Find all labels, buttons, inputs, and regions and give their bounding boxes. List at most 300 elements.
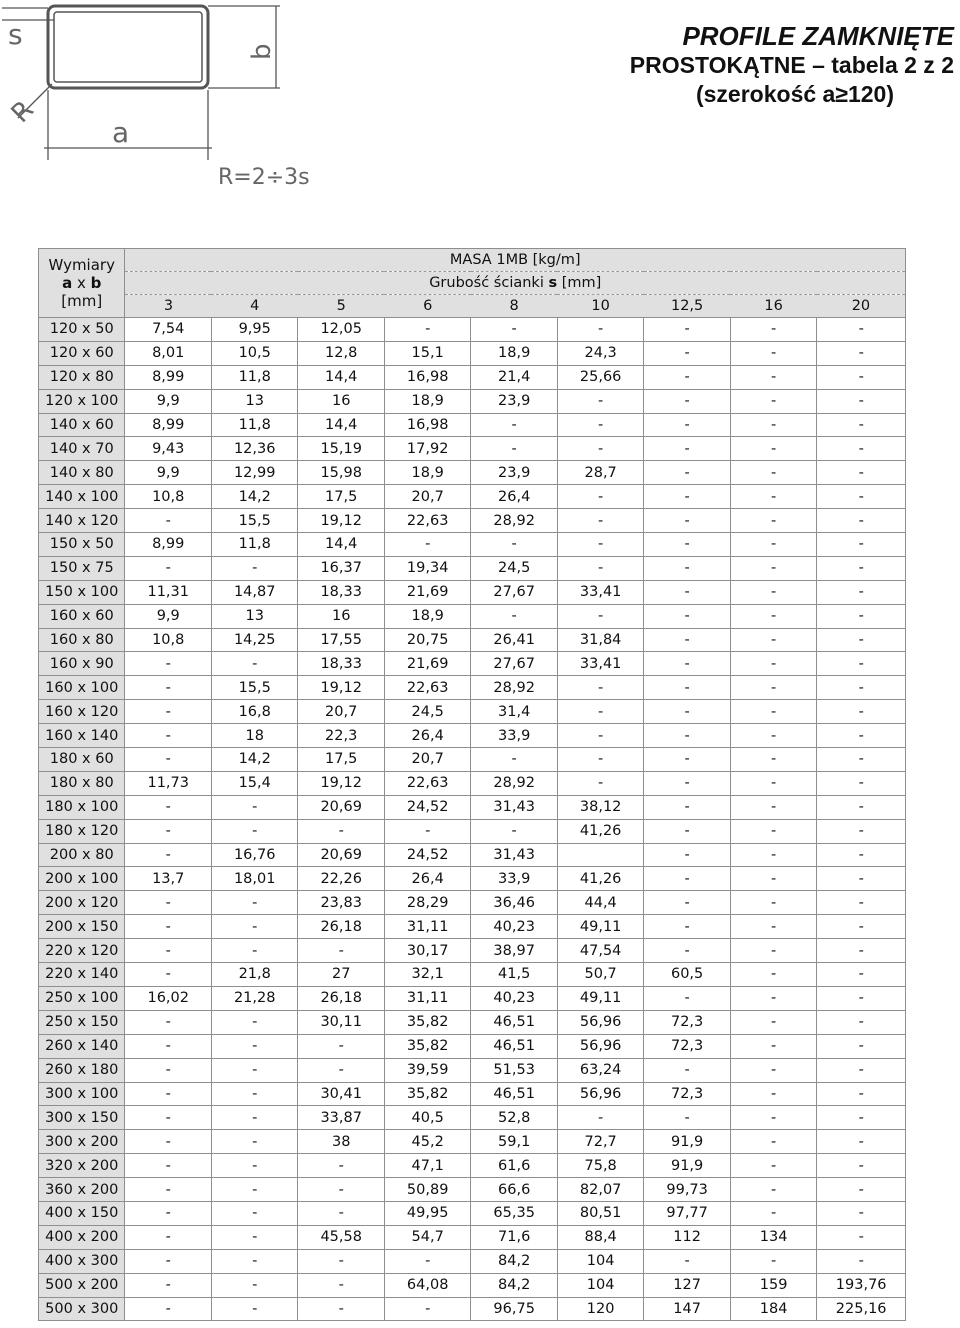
- mass-cell: 72,3: [644, 1034, 730, 1058]
- mass-cell: 82,07: [557, 1178, 643, 1202]
- table-row: [39, 771, 906, 795]
- mass-cell: 28,29: [384, 891, 470, 915]
- mass-cell: 26,4: [471, 485, 557, 509]
- mass-cell: 91,9: [644, 1130, 730, 1154]
- mass-cell: -: [471, 413, 557, 437]
- mass-cell: 134: [730, 1225, 816, 1249]
- mass-cell: 45,58: [298, 1225, 384, 1249]
- mass-cell: 18,9: [384, 604, 470, 628]
- table-row: [39, 1034, 906, 1058]
- mass-cell: -: [730, 795, 816, 819]
- mass-cell: 147: [644, 1297, 730, 1321]
- mass-cell: 27: [298, 963, 384, 987]
- mass-cell: 97,77: [644, 1201, 730, 1225]
- dimension-header: [39, 249, 125, 318]
- diagram-label-s: s: [8, 18, 23, 51]
- mass-cell: 18,33: [298, 652, 384, 676]
- mass-cell: 14,25: [211, 628, 297, 652]
- mass-cell: -: [298, 1058, 384, 1082]
- diagram-label-b: b: [247, 43, 277, 60]
- mass-cell: -: [557, 533, 643, 557]
- mass-cell: -: [557, 1106, 643, 1130]
- mass-cell: 28,92: [471, 509, 557, 533]
- mass-cell: -: [730, 1058, 816, 1082]
- dimension-cell: 120 x 60: [39, 341, 125, 365]
- mass-cell: 31,84: [557, 628, 643, 652]
- mass-cell: 26,18: [298, 915, 384, 939]
- mass-cell: 14,2: [211, 748, 297, 772]
- mass-cell: 7,54: [125, 318, 211, 342]
- mass-cell: -: [644, 580, 730, 604]
- mass-cell: 19,12: [298, 771, 384, 795]
- mass-cell: -: [730, 533, 816, 557]
- mass-cell: -: [557, 724, 643, 748]
- mass-cell: -: [817, 1130, 906, 1154]
- mass-cell: -: [730, 1249, 816, 1273]
- mass-cell: -: [125, 1130, 211, 1154]
- mass-cell: -: [730, 867, 816, 891]
- table-row: [39, 533, 906, 557]
- profile-cross-section-diagram: [0, 0, 320, 200]
- dimension-cell: 140 x 120: [39, 509, 125, 533]
- dimension-cell: 140 x 60: [39, 413, 125, 437]
- mass-cell: 80,51: [557, 1201, 643, 1225]
- dimension-header-line-3: [mm]: [61, 292, 103, 310]
- mass-cell: 51,53: [471, 1058, 557, 1082]
- mass-cell: -: [211, 556, 297, 580]
- mass-cell: 31,43: [471, 843, 557, 867]
- mass-cell: -: [817, 1154, 906, 1178]
- mass-cell: 16,8: [211, 700, 297, 724]
- table-row: [39, 1058, 906, 1082]
- mass-cell: 22,26: [298, 867, 384, 891]
- mass-cell: 26,41: [471, 628, 557, 652]
- dimension-cell: 300 x 100: [39, 1082, 125, 1106]
- mass-cell: -: [298, 1249, 384, 1273]
- mass-cell: 26,18: [298, 986, 384, 1010]
- mass-cell: 72,7: [557, 1130, 643, 1154]
- table-row: [39, 318, 906, 342]
- mass-cell: 65,35: [471, 1201, 557, 1225]
- mass-cell: -: [730, 891, 816, 915]
- mass-cell: -: [384, 819, 470, 843]
- table-header-row-mass: [39, 249, 906, 272]
- title-line-1: PROFILE ZAMKNIĘTE: [682, 21, 954, 51]
- title-line-3: (szerokość a≥120): [695, 81, 894, 107]
- table-row: [39, 1106, 906, 1130]
- mass-cell: -: [557, 556, 643, 580]
- mass-cell: 47,54: [557, 939, 643, 963]
- mass-cell: -: [644, 485, 730, 509]
- mass-cell: -: [817, 318, 906, 342]
- mass-cell: 46,51: [471, 1010, 557, 1034]
- mass-cell: -: [730, 1034, 816, 1058]
- mass-cell: 30,41: [298, 1082, 384, 1106]
- mass-cell: 18,9: [384, 461, 470, 485]
- mass-cell: -: [730, 318, 816, 342]
- mass-cell: 24,3: [557, 341, 643, 365]
- mass-cell: 25,66: [557, 365, 643, 389]
- diagram-label-a: a: [112, 116, 130, 149]
- table-row: [39, 915, 906, 939]
- mass-cell: 91,9: [644, 1154, 730, 1178]
- mass-cell: -: [125, 1034, 211, 1058]
- mass-table: [38, 248, 906, 1321]
- mass-cell: -: [817, 700, 906, 724]
- table-row: [39, 700, 906, 724]
- mass-cell: -: [644, 676, 730, 700]
- mass-cell: 72,3: [644, 1010, 730, 1034]
- mass-cell: 20,7: [298, 700, 384, 724]
- dimension-cell: 180 x 60: [39, 748, 125, 772]
- mass-cell: 12,99: [211, 461, 297, 485]
- mass-cell: 104: [557, 1273, 643, 1297]
- diagram-formula: R=2÷3s: [218, 165, 310, 190]
- mass-cell: -: [730, 676, 816, 700]
- mass-cell: 40,23: [471, 915, 557, 939]
- mass-cell: -: [384, 1297, 470, 1321]
- title-line-2: PROSTOKĄTNE – tabela 2 z 2: [629, 52, 954, 78]
- table-row: [39, 1201, 906, 1225]
- mass-cell: -: [730, 1010, 816, 1034]
- mass-cell: 9,9: [125, 604, 211, 628]
- mass-cell: -: [730, 986, 816, 1010]
- mass-cell: -: [211, 1297, 297, 1321]
- mass-cell: 225,16: [817, 1297, 906, 1321]
- mass-cell: -: [817, 556, 906, 580]
- mass-cell: -: [644, 652, 730, 676]
- mass-cell: 36,46: [471, 891, 557, 915]
- mass-cell: 11,8: [211, 413, 297, 437]
- mass-cell: 28,92: [471, 676, 557, 700]
- table-row: [39, 580, 906, 604]
- mass-cell: 15,4: [211, 771, 297, 795]
- mass-cell: 11,31: [125, 580, 211, 604]
- mass-cell: -: [211, 1154, 297, 1178]
- dimension-cell: 400 x 300: [39, 1249, 125, 1273]
- mass-cell: -: [817, 652, 906, 676]
- mass-cell: 41,5: [471, 963, 557, 987]
- dimension-cell: 160 x 90: [39, 652, 125, 676]
- mass-cell: -: [730, 1178, 816, 1202]
- mass-cell: 84,2: [471, 1273, 557, 1297]
- mass-cell: -: [125, 748, 211, 772]
- mass-cell: -: [211, 1201, 297, 1225]
- mass-cell: 39,59: [384, 1058, 470, 1082]
- mass-cell: -: [298, 1154, 384, 1178]
- mass-cell: 10,5: [211, 341, 297, 365]
- table-row: [39, 509, 906, 533]
- dimension-cell: 250 x 100: [39, 986, 125, 1010]
- mass-cell: -: [125, 1010, 211, 1034]
- table-row: [39, 986, 906, 1010]
- mass-cell: 47,1: [384, 1154, 470, 1178]
- table-row: [39, 365, 906, 389]
- mass-cell: 16: [298, 604, 384, 628]
- mass-cell: -: [817, 533, 906, 557]
- mass-cell: -: [125, 819, 211, 843]
- dimension-cell: 300 x 150: [39, 1106, 125, 1130]
- mass-cell: 75,8: [557, 1154, 643, 1178]
- mass-cell: 17,5: [298, 748, 384, 772]
- mass-cell: 21,28: [211, 986, 297, 1010]
- table-row: [39, 963, 906, 987]
- mass-cell: -: [644, 365, 730, 389]
- mass-cell: -: [211, 819, 297, 843]
- mass-cell: -: [471, 533, 557, 557]
- mass-cell: -: [817, 1058, 906, 1082]
- mass-cell: 20,69: [298, 843, 384, 867]
- mass-cell: -: [730, 1082, 816, 1106]
- mass-cell: -: [125, 915, 211, 939]
- mass-cell: 99,73: [644, 1178, 730, 1202]
- dimension-cell: 160 x 80: [39, 628, 125, 652]
- table-row: [39, 939, 906, 963]
- mass-cell: 20,7: [384, 485, 470, 509]
- mass-cell: -: [125, 843, 211, 867]
- dimension-cell: 160 x 120: [39, 700, 125, 724]
- mass-cell: -: [817, 1082, 906, 1106]
- mass-cell: -: [730, 771, 816, 795]
- mass-cell: [557, 843, 643, 867]
- mass-cell: -: [298, 939, 384, 963]
- mass-cell: -: [644, 413, 730, 437]
- mass-cell: -: [817, 1225, 906, 1249]
- mass-cell: -: [730, 819, 816, 843]
- mass-cell: 193,76: [817, 1273, 906, 1297]
- mass-cell: 35,82: [384, 1010, 470, 1034]
- mass-cell: -: [125, 652, 211, 676]
- table-row: [39, 1178, 906, 1202]
- mass-cell: 60,5: [644, 963, 730, 987]
- mass-cell: -: [384, 318, 470, 342]
- mass-cell: 9,9: [125, 461, 211, 485]
- mass-cell: -: [384, 533, 470, 557]
- mass-cell: -: [730, 413, 816, 437]
- mass-cell: 13: [211, 604, 297, 628]
- mass-cell: -: [211, 1106, 297, 1130]
- mass-cell: -: [125, 1297, 211, 1321]
- mass-cell: 28,92: [471, 771, 557, 795]
- mass-cell: 16,37: [298, 556, 384, 580]
- thickness-column-header: 5: [298, 295, 384, 318]
- mass-cell: 59,1: [471, 1130, 557, 1154]
- mass-cell: -: [817, 580, 906, 604]
- mass-cell: -: [817, 963, 906, 987]
- mass-cell: 14,4: [298, 365, 384, 389]
- mass-cell: -: [730, 556, 816, 580]
- mass-cell: 24,52: [384, 843, 470, 867]
- mass-cell: -: [125, 795, 211, 819]
- mass-cell: 18,9: [471, 341, 557, 365]
- mass-cell: -: [557, 318, 643, 342]
- dimension-cell: 500 x 200: [39, 1273, 125, 1297]
- mass-cell: 50,89: [384, 1178, 470, 1202]
- mass-cell: -: [730, 509, 816, 533]
- mass-cell: -: [211, 795, 297, 819]
- mass-cell: -: [557, 509, 643, 533]
- mass-cell: -: [817, 389, 906, 413]
- mass-cell: -: [471, 318, 557, 342]
- mass-cell: -: [730, 580, 816, 604]
- diagram-label-R: R: [5, 94, 40, 129]
- dimension-cell: 260 x 180: [39, 1058, 125, 1082]
- mass-cell: 96,75: [471, 1297, 557, 1321]
- mass-cell: -: [211, 1249, 297, 1273]
- table-row: [39, 413, 906, 437]
- mass-cell: -: [817, 341, 906, 365]
- mass-cell: -: [817, 1010, 906, 1034]
- mass-cell: 11,73: [125, 771, 211, 795]
- mass-cell: 38: [298, 1130, 384, 1154]
- mass-cell: -: [644, 341, 730, 365]
- table-row: [39, 795, 906, 819]
- dimension-cell: 320 x 200: [39, 1154, 125, 1178]
- mass-cell: -: [298, 1273, 384, 1297]
- mass-cell: 40,23: [471, 986, 557, 1010]
- mass-cell: 159: [730, 1273, 816, 1297]
- mass-cell: 14,2: [211, 485, 297, 509]
- mass-cell: 10,8: [125, 485, 211, 509]
- mass-cell: -: [557, 676, 643, 700]
- dimension-cell: 180 x 120: [39, 819, 125, 843]
- dimension-cell: 400 x 150: [39, 1201, 125, 1225]
- mass-cell: -: [471, 604, 557, 628]
- dimension-cell: 220 x 120: [39, 939, 125, 963]
- table-row: [39, 1225, 906, 1249]
- table-row: [39, 891, 906, 915]
- mass-cell: 21,69: [384, 580, 470, 604]
- thickness-column-header: 3: [125, 295, 211, 318]
- mass-cell: 31,11: [384, 915, 470, 939]
- mass-cell: -: [125, 1058, 211, 1082]
- mass-cell: 8,99: [125, 365, 211, 389]
- profile-inner-outline: [54, 12, 202, 82]
- mass-cell: -: [817, 604, 906, 628]
- mass-cell: 49,11: [557, 986, 643, 1010]
- mass-cell: -: [644, 318, 730, 342]
- mass-cell: -: [817, 676, 906, 700]
- dimension-cell: 140 x 70: [39, 437, 125, 461]
- mass-cell: 45,2: [384, 1130, 470, 1154]
- mass-cell: 9,43: [125, 437, 211, 461]
- mass-cell: -: [125, 676, 211, 700]
- mass-cell: 31,11: [384, 986, 470, 1010]
- mass-cell: -: [817, 437, 906, 461]
- mass-cell: 28,7: [557, 461, 643, 485]
- mass-cell: 8,99: [125, 533, 211, 557]
- mass-cell: -: [125, 724, 211, 748]
- mass-cell: 61,6: [471, 1154, 557, 1178]
- mass-cell: -: [644, 795, 730, 819]
- mass-cell: -: [644, 556, 730, 580]
- table-row: [39, 843, 906, 867]
- mass-cell: -: [730, 365, 816, 389]
- mass-cell: -: [817, 509, 906, 533]
- dimension-cell: 160 x 60: [39, 604, 125, 628]
- table-row: [39, 1249, 906, 1273]
- table-row: [39, 819, 906, 843]
- mass-cell: 38,97: [471, 939, 557, 963]
- mass-cell: -: [644, 867, 730, 891]
- table-row: [39, 724, 906, 748]
- mass-cell: -: [644, 461, 730, 485]
- mass-cell: 14,4: [298, 413, 384, 437]
- dimension-cell: 140 x 100: [39, 485, 125, 509]
- mass-cell: -: [817, 771, 906, 795]
- table-row: [39, 1297, 906, 1321]
- mass-cell: -: [817, 843, 906, 867]
- mass-cell: 49,11: [557, 915, 643, 939]
- mass-cell: 46,51: [471, 1034, 557, 1058]
- mass-cell: 20,7: [384, 748, 470, 772]
- mass-cell: -: [298, 1178, 384, 1202]
- mass-cell: 15,19: [298, 437, 384, 461]
- mass-cell: 71,6: [471, 1225, 557, 1249]
- mass-cell: -: [125, 1225, 211, 1249]
- dimension-cell: 220 x 140: [39, 963, 125, 987]
- mass-cell: 8,01: [125, 341, 211, 365]
- mass-cell: 63,24: [557, 1058, 643, 1082]
- mass-cell: 26,4: [384, 867, 470, 891]
- mass-cell: -: [730, 1154, 816, 1178]
- dimension-cell: 120 x 50: [39, 318, 125, 342]
- mass-cell: 30,11: [298, 1010, 384, 1034]
- mass-cell: -: [298, 819, 384, 843]
- mass-cell: -: [471, 437, 557, 461]
- mass-cell: 19,12: [298, 676, 384, 700]
- mass-cell: 38,12: [557, 795, 643, 819]
- mass-cell: 17,92: [384, 437, 470, 461]
- table-row: [39, 485, 906, 509]
- mass-cell: 52,8: [471, 1106, 557, 1130]
- mass-cell: -: [644, 437, 730, 461]
- mass-cell: 15,5: [211, 676, 297, 700]
- mass-cell: -: [730, 389, 816, 413]
- mass-cell: 19,34: [384, 556, 470, 580]
- mass-cell: -: [211, 939, 297, 963]
- mass-cell: 40,5: [384, 1106, 470, 1130]
- mass-cell: 22,3: [298, 724, 384, 748]
- dimension-cell: 160 x 140: [39, 724, 125, 748]
- mass-cell: 24,5: [384, 700, 470, 724]
- table-row: [39, 1130, 906, 1154]
- mass-cell: 13,7: [125, 867, 211, 891]
- mass-cell: -: [125, 1082, 211, 1106]
- mass-cell: 18,9: [384, 389, 470, 413]
- mass-cell: -: [298, 1034, 384, 1058]
- mass-cell: 16,98: [384, 413, 470, 437]
- mass-cell: 21,69: [384, 652, 470, 676]
- mass-cell: -: [125, 1201, 211, 1225]
- mass-cell: -: [817, 461, 906, 485]
- mass-cell: -: [211, 1273, 297, 1297]
- table-row: [39, 1273, 906, 1297]
- mass-cell: -: [817, 1201, 906, 1225]
- mass-cell: -: [817, 365, 906, 389]
- mass-cell: -: [730, 604, 816, 628]
- dimension-cell: 400 x 200: [39, 1225, 125, 1249]
- mass-cell: -: [211, 1010, 297, 1034]
- dimension-cell: 150 x 75: [39, 556, 125, 580]
- mass-cell: 64,08: [384, 1273, 470, 1297]
- mass-cell: 22,63: [384, 509, 470, 533]
- mass-cell: -: [730, 628, 816, 652]
- mass-cell: -: [730, 843, 816, 867]
- mass-cell: -: [211, 1034, 297, 1058]
- table-row: [39, 1010, 906, 1034]
- mass-cell: 41,26: [557, 867, 643, 891]
